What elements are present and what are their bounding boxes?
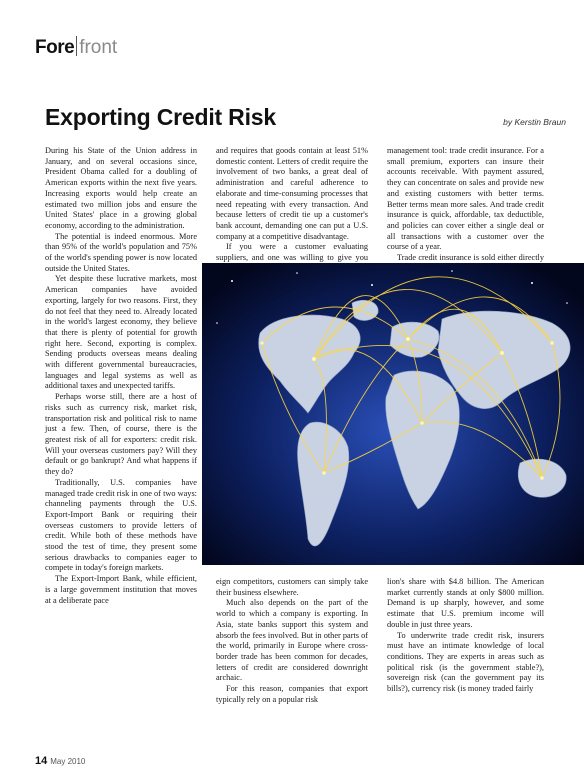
paragraph: Traditionally, U.S. companies have managed trade credit risk in one of two ways: channeling payments through the U.S. Export-Import Bank or requiring their overseas customers to provide letters of credit. While both of these methods have stood the test of time, they present some serious drawbacks to companies eager to compete in today's foreign markets. xyxy=(45,477,197,573)
world-map-illustration xyxy=(202,263,584,565)
paragraph: To underwrite trade credit risk, insurers must have an intimate knowledge of local conditions. They are experts in areas such as political risk (is the government stable?), sovereign risk (can the government pay its bills?), currency risk (is money traded fairly xyxy=(387,630,544,694)
section-flag-divider xyxy=(76,36,77,56)
paragraph: Yet despite these lucrative markets, most American companies have avoided exporting, largely for two reasons. First, they do not feel that they need to. Already located in the world's largest economy, they believe that there is plenty of potential for growth right here. Second, exporting is complex. Sending products overseas means dealing with different governmental bureaucracies, languages and legal systems as well as additional taxes and unexpected tariffs. xyxy=(45,274,197,391)
page-footer xyxy=(35,751,85,769)
paragraph: Trade credit insurance is sold either directly xyxy=(397,253,544,263)
section-flag-bold: Fore xyxy=(35,37,75,58)
paragraph: Perhaps worse still, there are a host of risks such as currency risk, market risk, transportation risk and political risk to name just a few. Then, of course, there is the greatest risk of all for exporters: credit risk. Will your overseas customers pay? Will they default or go bankrupt? And what happens if they do? xyxy=(45,392,197,477)
article-column-3-bottom xyxy=(387,577,544,695)
article-byline: by Kerstin Braun xyxy=(503,117,566,127)
section-flag xyxy=(35,36,117,59)
paragraph: If you were a customer evaluating suppliers, and one was willing to give you xyxy=(216,242,368,263)
article-column-2-bottom xyxy=(216,577,368,705)
paragraph: The potential is indeed enormous. More than 95% of the world's population and 75% of the world's spending power is now located outside the United States. xyxy=(45,231,197,273)
paragraph: For this reason, companies that export typically rely on a popular risk xyxy=(216,684,368,704)
issue-date: May 2010 xyxy=(50,757,86,766)
page-number: 14 xyxy=(35,755,48,767)
paragraph: and requires that goods contain at least 51% domestic content. Letters of credit require the involvement of two banks, a great deal of administration and careful adherence to elaborate and time-consuming processes that need repeating with every transaction. And because letters of credit tie up a customer's bank account, demanding one can put a U.S. company at a competitive disadvantage. xyxy=(216,146,368,241)
paragraph: The Export-Import Bank, while efficient, is a large government institution that moves at a deliberate pace xyxy=(45,574,197,605)
article-column-1 xyxy=(45,146,197,606)
paragraph: eign competitors, customers can simply take their business elsewhere. xyxy=(216,577,368,597)
article-title: Exporting Credit Risk xyxy=(45,104,276,130)
paragraph: Much also depends on the part of the world to which a company is exporting. In Asia, state banks support this system and absorb the fees involved. But in other parts of the world, primarily in Europe where cross-border trade has been common for decades, letters of credit are considered downright archaic. xyxy=(216,598,368,683)
paragraph: During his State of the Union address in January, and on several occasions since, President Obama called for a doubling of American exports within the next five years. Increasing exports would help create an estimated two million jobs and ensure the United States' place in a growing global economy, according to the administration. xyxy=(45,146,197,230)
paragraph: lion's share with $4.8 billion. The American market currently stands at only $800 million. Demand is up sharply, however, and some estimate that U.S. premium income will double in just three years. xyxy=(387,577,544,629)
section-flag-light: front xyxy=(79,37,118,58)
world-map-graphic xyxy=(202,263,584,565)
paragraph: management tool: trade credit insurance. For a small premium, exporters can insure their accounts receivable. With payment assured, they can concentrate on sales and provide new and existing customers with better terms. Better terms mean more sales. And trade credit insurance is quick, affordable, tax deductible, and policies can cover either a single deal or all transactions with a customer over the course of a year. xyxy=(387,146,544,252)
